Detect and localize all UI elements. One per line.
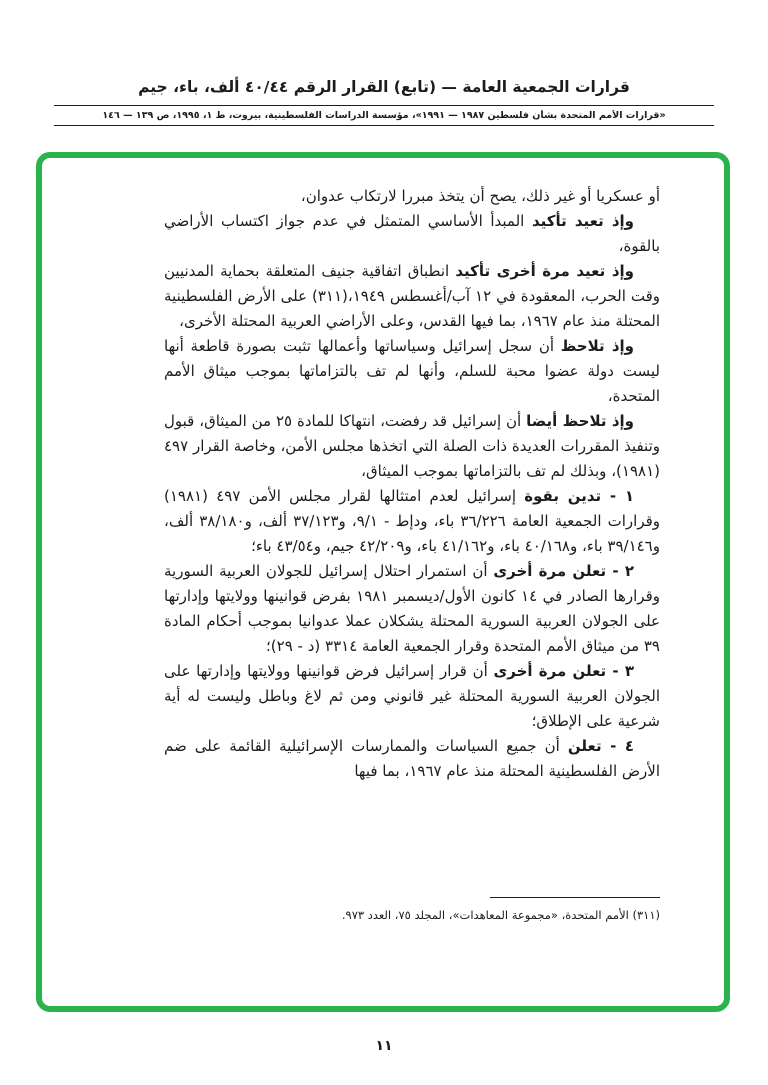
paragraph-lead: ٣ - تعلن مرة أخرى	[493, 662, 634, 680]
paragraph: ١ - تدين بقوة إسرائيل لعدم امتثالها لقرار مجلس الأمن ٤٩٧ (١٩٨١) وقرارات الجمعية العامة ٣٦/٢٢٦ باء، ودإط - ٩/١، و٣٧/١٢٣ ألف، و٣٨/١٨٠ ألف، و٣٩/١٤٦ باء، و٤٠/١٦٨ باء، و٤١/١٦٢ باء، و٤٢/٢٠٩ جيم، و٤٣/٥٤ باء؛	[164, 487, 661, 555]
paragraph: ٤ - تعلن أن جميع السياسات والممارسات الإسرائيلية القائمة على ضم الأرض الفلسطينية المحتلة منذ عام ١٩٦٧، بما فيها	[164, 737, 660, 780]
paragraph: أو عسكريا أو غير ذلك، يصح أن يتخذ مبررا لارتكاب عدوان،	[300, 187, 660, 205]
paragraph-lead: وإذ تعيد تأكيد	[531, 212, 634, 230]
paragraph: وإذ تعيد مرة أخرى تأكيد انطباق اتفاقية جنيف المتعلقة بحماية المدنيين وقت الحرب، المعقودة في ١٢ آب/أغسطس ١٩٤٩،(٣١١) على الأرض الفلسطينية المحتلة منذ عام ١٩٦٧، بما فيها القدس، وعلى الأراضي العربية المحتلة الأخرى،	[164, 262, 660, 330]
paragraph-lead: ٤ - تعلن	[567, 737, 634, 755]
paragraph: ٣ - تعلن مرة أخرى أن قرار إسرائيل فرض قوانينها وولايتها وإدارتها على الجولان العربية السورية المحتلة غير قانوني ومن ثم لاغ وباطل وليست له أية شرعية على الإطلاق؛	[164, 662, 660, 730]
source-citation-line: «قرارات الأمم المتحدة بشأن فلسطين ١٩٨٧ — ١٩٩١»، مؤسسة الدراسات الفلسطينية، بيروت، ط ١، ١٩٩٥، ص ١٣٩ — ١٤٦	[102, 110, 666, 121]
paragraph-lead: وإذ تلاحظ أيضا	[526, 412, 634, 430]
page-title: قرارات الجمعية العامة — (تابع) القرار الرقم ٤٠/٤٤ ألف، باء، جيم	[138, 78, 630, 96]
paragraph-lead: ١ - تدين بقوة	[524, 487, 634, 505]
paragraph: وإذ تعيد تأكيد المبدأ الأساسي المتمثل في عدم جواز اكتساب الأراضي بالقوة،	[164, 212, 660, 255]
header-rule-top	[54, 105, 714, 106]
paragraph-lead: وإذ تلاحظ	[560, 337, 634, 355]
page-header	[54, 78, 714, 126]
body-text-block	[164, 184, 660, 784]
page-number: ١١	[375, 1038, 393, 1054]
paragraph: ٢ - تعلن مرة أخرى أن استمرار احتلال إسرائيل للجولان العربية السورية وقرارها الصادر في ١٤ كانون الأول/ديسمبر ١٩٨١ بفرض قوانينها وولايتها وإدارتها على الجولان العربية السورية المحتلة يشكلان عملا عدوانيا بموجب أحكام المادة ٣٩ من ميثاق الأمم المتحدة وقرار الجمعية العامة ٣٣١٤ (د - ٢٩)؛	[164, 562, 660, 655]
header-rule-bottom	[54, 125, 714, 126]
green-frame	[36, 152, 730, 1012]
paragraph: وإذ تلاحظ أيضا أن إسرائيل قد رفضت، انتهاكا للمادة ٢٥ من الميثاق، قبول وتنفيذ المقررات العديدة ذات الصلة التي اتخذها مجلس الأمن، وخاصة القرار ٤٩٧ (١٩٨١)، وبذلك لم تف بالتزاماتها بموجب الميثاق،	[164, 412, 660, 480]
footnote-area	[164, 897, 660, 924]
paragraph-lead: وإذ تعيد مرة أخرى تأكيد	[455, 262, 634, 280]
footnote-text: (٣١١) الأمم المتحدة، «مجموعة المعاهدات»، المجلد ٧٥، العدد ٩٧٣.	[341, 908, 660, 922]
footnote-separator	[490, 897, 660, 898]
paragraph: وإذ تلاحظ أن سجل إسرائيل وسياساتها وأعمالها تثبت بصورة قاطعة أنها ليست دولة عضوا محبة للسلم، وأنها لم تف بالتزاماتها بموجب ميثاق الأمم المتحدة،	[164, 337, 660, 405]
paragraph-lead: ٢ - تعلن مرة أخرى	[493, 562, 634, 580]
